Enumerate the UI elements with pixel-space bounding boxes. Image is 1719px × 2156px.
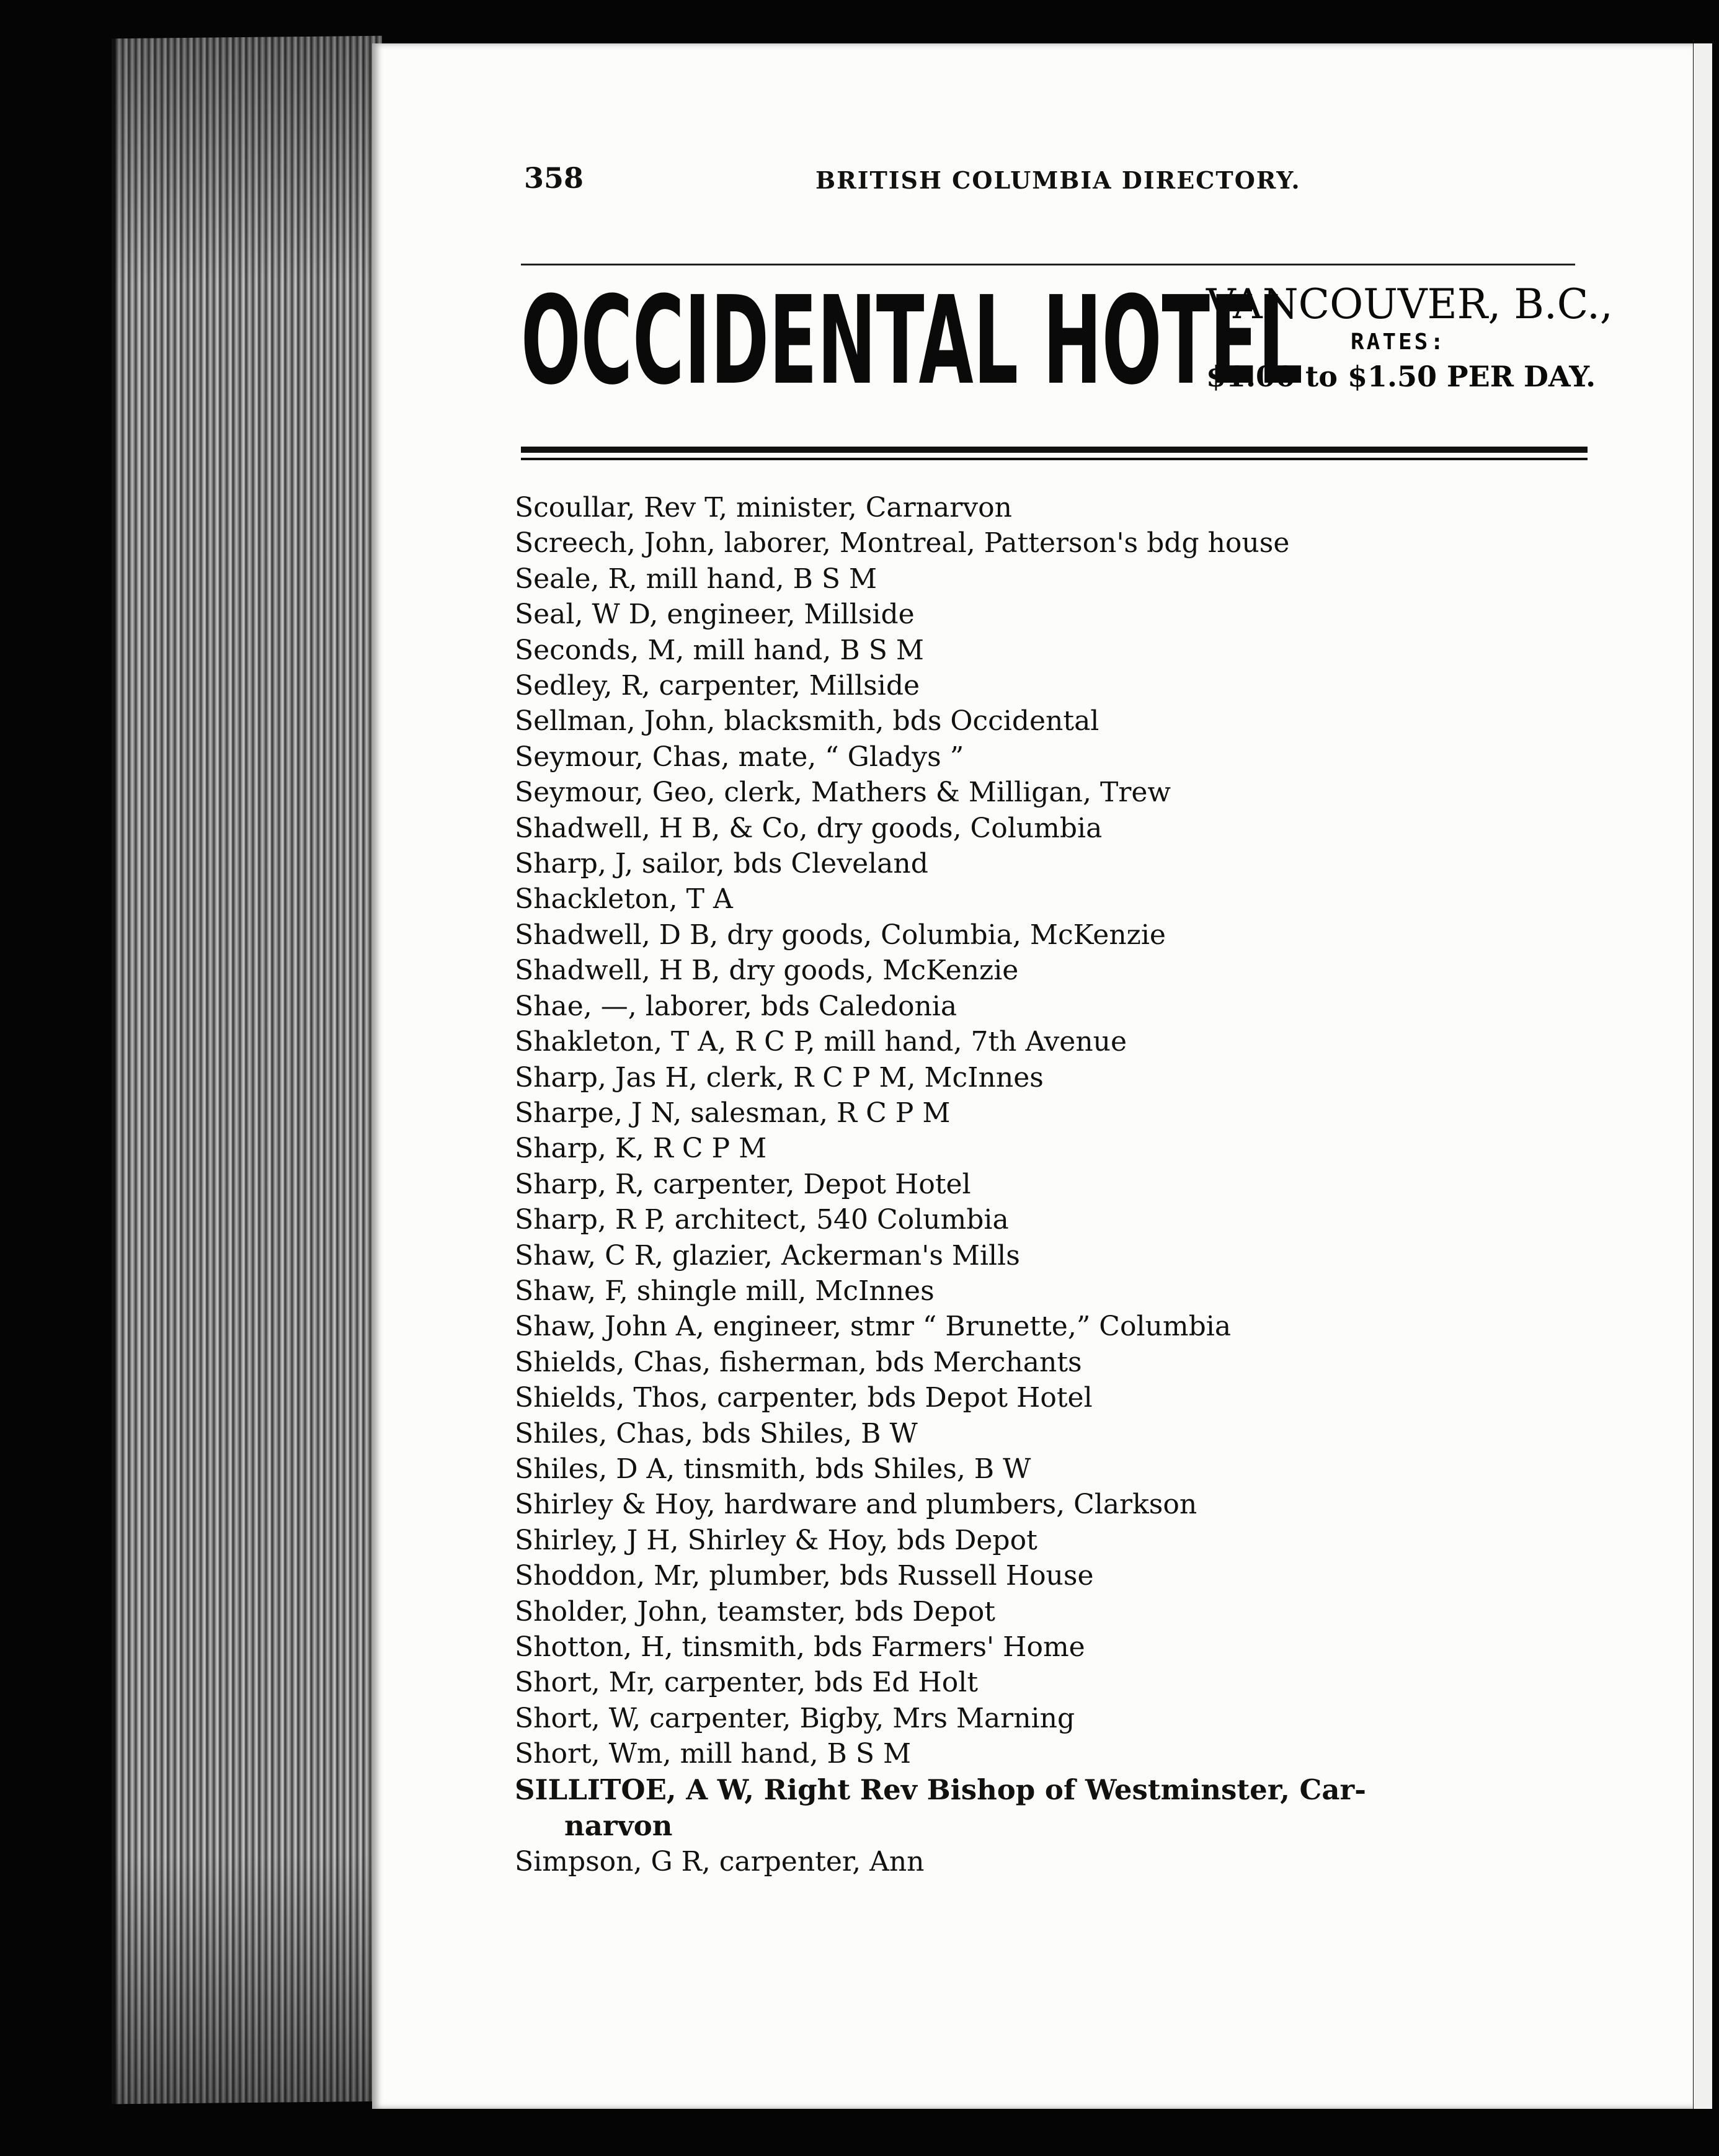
directory-entry: Seale, R, mill hand, B S M bbox=[515, 563, 877, 595]
directory-entry: Sharp, K, R C P M bbox=[515, 1133, 767, 1165]
next-page-edge bbox=[1692, 43, 1712, 2109]
directory-entry: Shiles, D A, tinsmith, bds Shiles, B W bbox=[515, 1453, 1031, 1485]
advert-details bbox=[1206, 280, 1613, 396]
directory-entry: Shadwell, D B, dry goods, Columbia, McKenzie bbox=[515, 919, 1166, 951]
directory-entry: Shoddon, Mr, plumber, bds Russell House bbox=[515, 1560, 1094, 1592]
directory-entry: Sharp, J, sailor, bds Cleveland bbox=[515, 848, 928, 880]
running-head: BRITISH COLUMBIA DIRECTORY. bbox=[815, 166, 1301, 194]
directory-entry: Screech, John, laborer, Montreal, Patterson's bdg house bbox=[515, 527, 1290, 559]
directory-entry: Shakleton, T A, R C P, mill hand, 7th Avenue bbox=[515, 1026, 1127, 1058]
advert-rule-thin bbox=[521, 458, 1588, 460]
bold-entry-line1: SILLITOE, A W, Right Rev Bishop of Westminster, Car- bbox=[515, 1773, 1366, 1806]
directory-entry-bold bbox=[515, 1772, 1594, 1844]
directory-entry: Short, Mr, carpenter, bds Ed Holt bbox=[515, 1667, 979, 1699]
advert-rates-label: RATES: bbox=[1350, 329, 1447, 355]
advert-rule-thick bbox=[521, 447, 1588, 453]
directory-entry: Seconds, M, mill hand, B S M bbox=[515, 634, 924, 666]
directory-entry: Shaw, John A, engineer, stmr “ Brunette,” Columbia bbox=[515, 1311, 1232, 1343]
hotel-name: OCCIDENTAL HOTEL bbox=[521, 270, 1304, 412]
directory-entry: Shaw, C R, glazier, Ackerman's Mills bbox=[515, 1239, 1020, 1272]
advert-rates-value: $1.00 to $1.50 PER DAY. bbox=[1206, 360, 1596, 393]
directory-entry: Short, W, carpenter, Bigby, Mrs Marning bbox=[515, 1702, 1075, 1734]
header-rule bbox=[521, 264, 1575, 265]
directory-entry: Seymour, Chas, mate, “ Gladys ” bbox=[515, 741, 964, 773]
directory-entry: Short, Wm, mill hand, B S M bbox=[515, 1738, 912, 1770]
directory-page bbox=[372, 43, 1693, 2109]
directory-entry: Shields, Chas, fisherman, bds Merchants bbox=[515, 1346, 1082, 1378]
directory-entry: Shaw, F, shingle mill, McInnes bbox=[515, 1275, 935, 1307]
directory-entry: Shirley, J H, Shirley & Hoy, bds Depot bbox=[515, 1524, 1037, 1556]
directory-entry: Shields, Thos, carpenter, bds Depot Hotel bbox=[515, 1382, 1093, 1414]
directory-entry: Seal, W D, engineer, Millside bbox=[515, 599, 915, 631]
page-number: 358 bbox=[524, 161, 584, 195]
directory-entry: Sharp, R, carpenter, Depot Hotel bbox=[515, 1168, 971, 1200]
directory-entries bbox=[515, 490, 1643, 1879]
advert-city: VANCOUVER, B.C., bbox=[1206, 280, 1613, 328]
directory-entry: Simpson, G R, carpenter, Ann bbox=[515, 1845, 925, 1878]
directory-entry: Sedley, R, carpenter, Millside bbox=[515, 670, 920, 702]
hotel-advertisement bbox=[521, 270, 1613, 422]
directory-entry: Shackleton, T A bbox=[515, 883, 733, 915]
directory-entry: Shae, —, laborer, bds Caledonia bbox=[515, 990, 957, 1022]
directory-entry: Shiles, Chas, bds Shiles, B W bbox=[515, 1417, 918, 1450]
directory-entry: Scoullar, Rev T, minister, Carnarvon bbox=[515, 492, 1012, 523]
bold-entry-line2: narvon bbox=[564, 1809, 673, 1842]
directory-entry: Shotton, H, tinsmith, bds Farmers' Home bbox=[515, 1631, 1085, 1663]
directory-entry: Shirley & Hoy, hardware and plumbers, Clarkson bbox=[515, 1489, 1197, 1521]
directory-entry: Seymour, Geo, clerk, Mathers & Milligan, Trew bbox=[515, 777, 1171, 809]
directory-entry: Sholder, John, teamster, bds Depot bbox=[515, 1595, 995, 1628]
directory-entry: Sellman, John, blacksmith, bds Occidental bbox=[515, 705, 1099, 737]
directory-entry: Shadwell, H B, dry goods, McKenzie bbox=[515, 955, 1019, 987]
directory-entry: Shadwell, H B, & Co, dry goods, Columbia bbox=[515, 812, 1103, 844]
directory-entry: Sharp, R P, architect, 540 Columbia bbox=[515, 1204, 1009, 1236]
directory-entry: Sharp, Jas H, clerk, R C P M, McInnes bbox=[515, 1061, 1044, 1094]
directory-entry: Sharpe, J N, salesman, R C P M bbox=[515, 1097, 951, 1129]
book-page-edges bbox=[112, 36, 382, 2105]
